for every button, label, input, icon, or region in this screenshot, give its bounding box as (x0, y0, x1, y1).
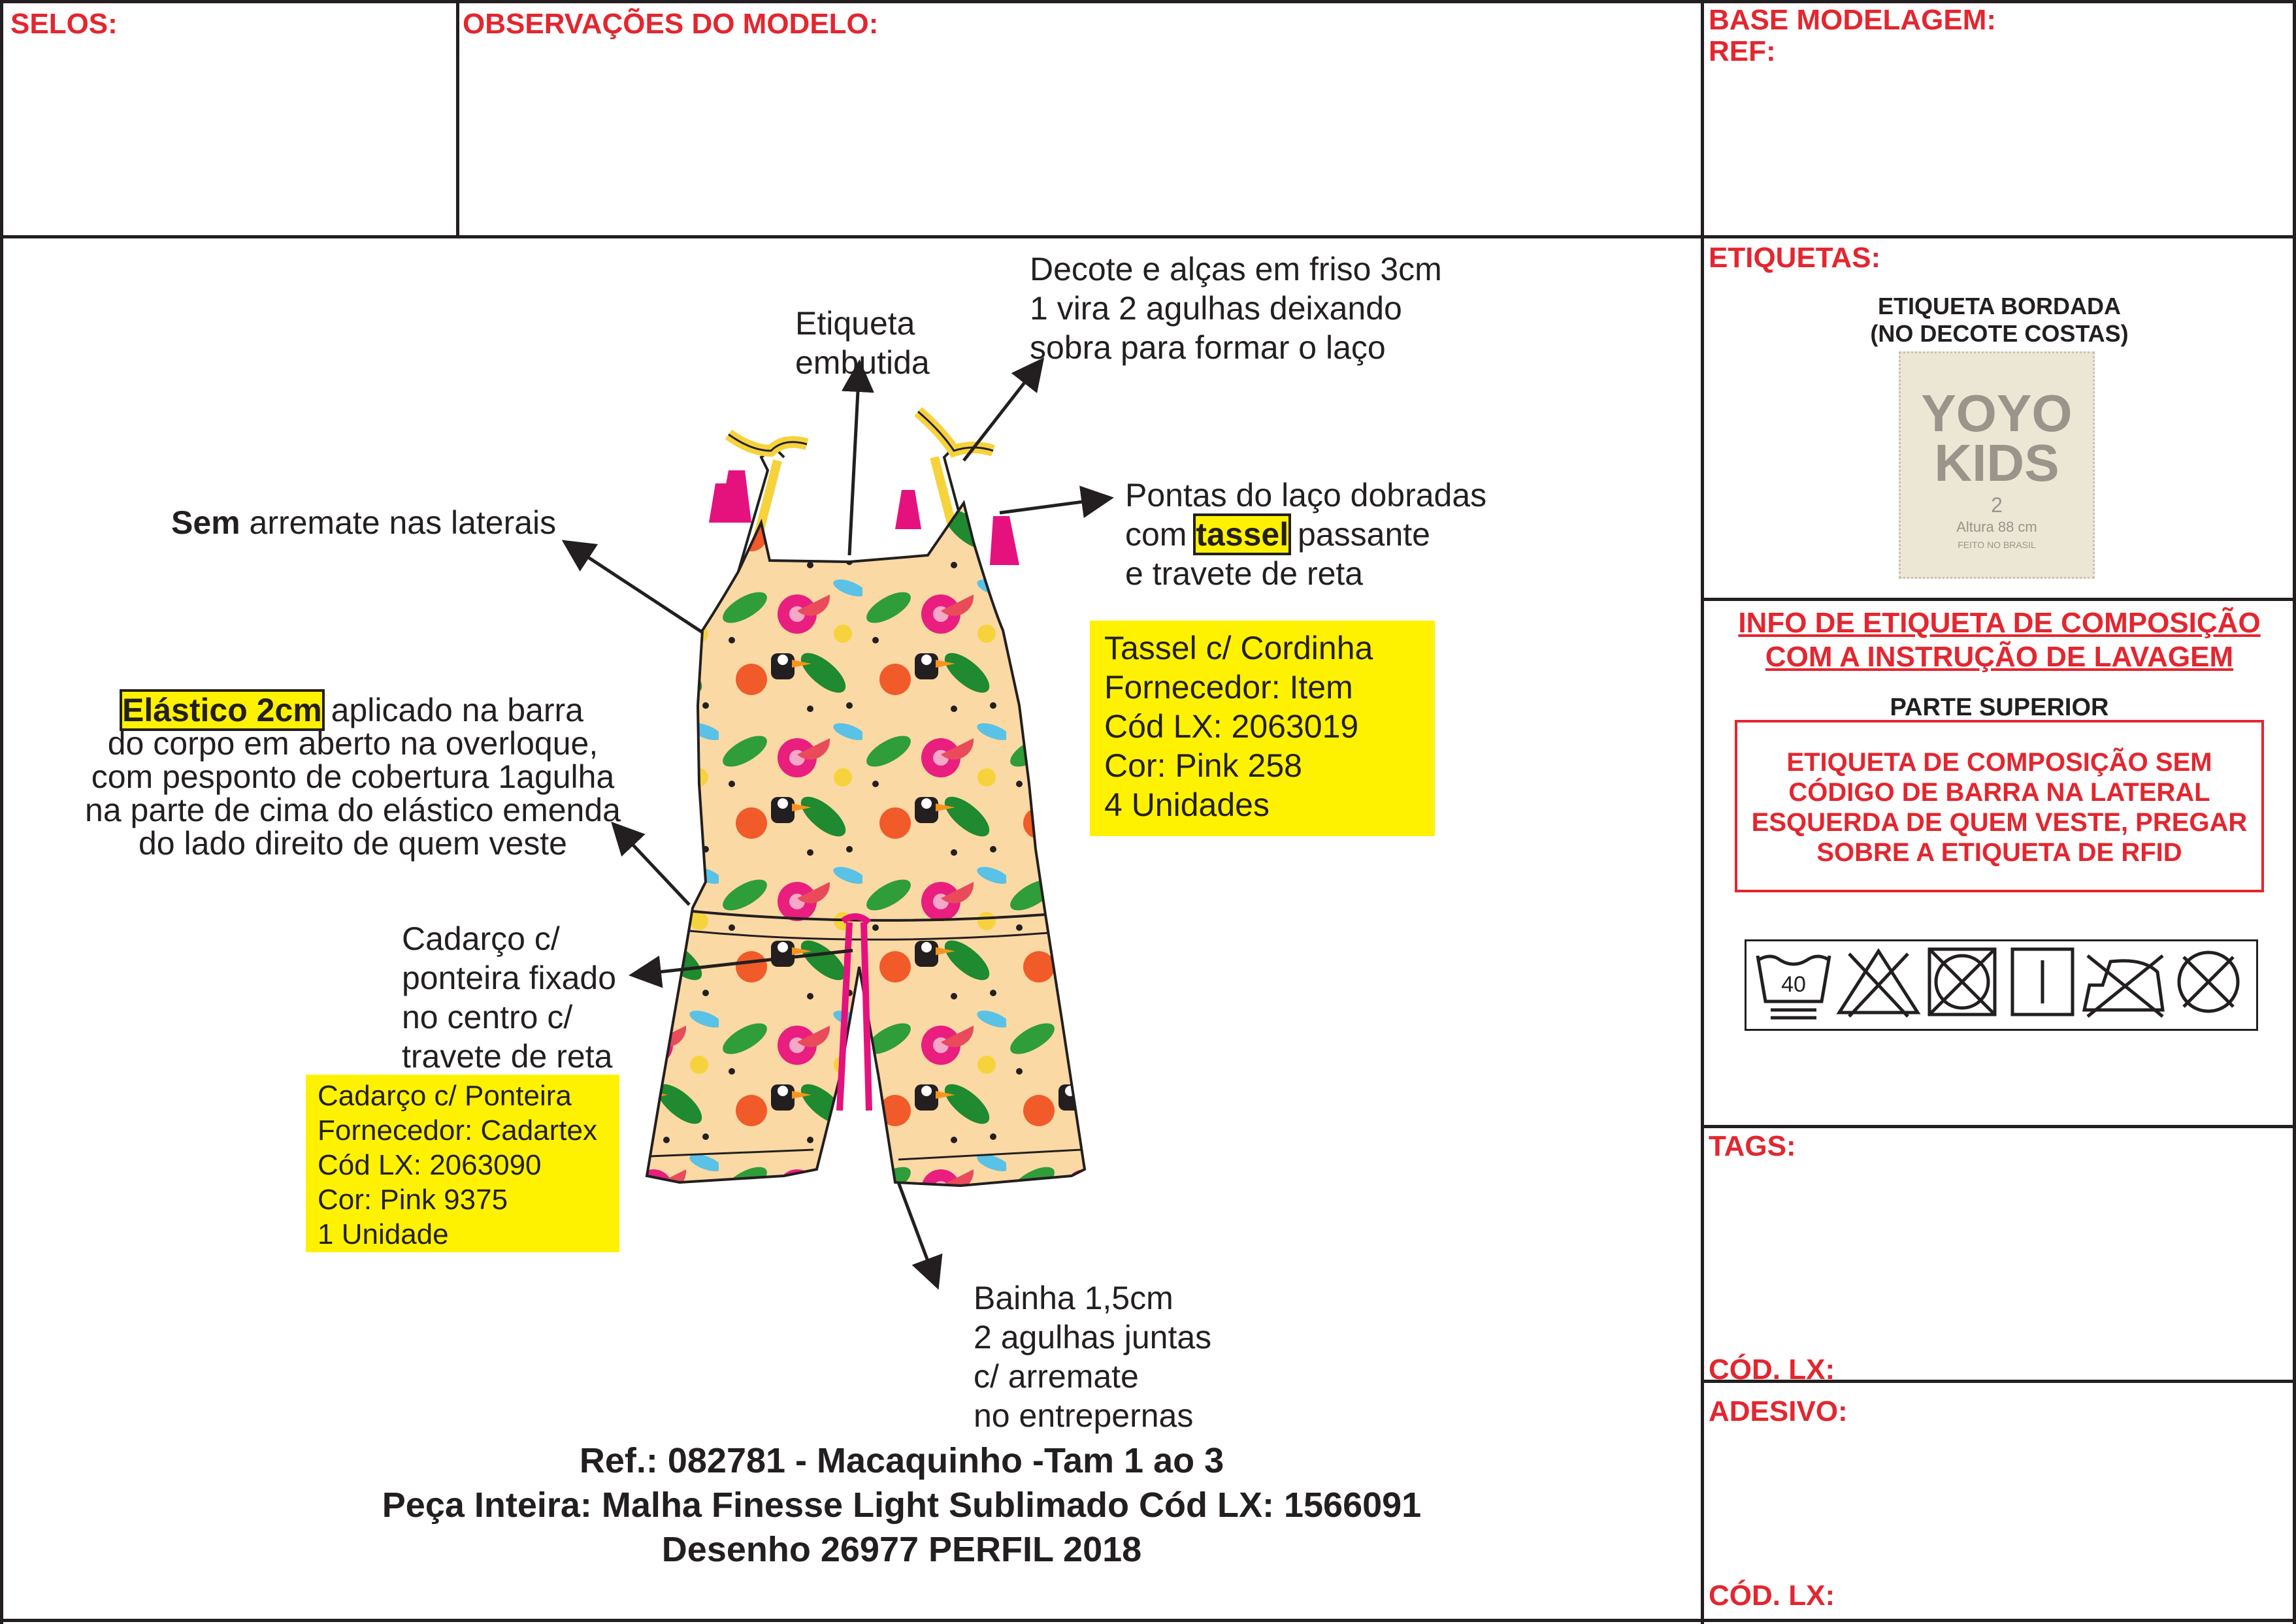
line-dry-icon (2012, 949, 2073, 1015)
sem-arremate-note (171, 503, 556, 542)
tassel-box-line-5: 4 Unidades (1104, 787, 1270, 823)
wash-temp: 40 (1781, 972, 1806, 997)
cadarco-info-box (306, 1075, 619, 1252)
cod-lx-label-2: CÓD. LX: (1709, 1580, 1835, 1612)
composicao-line-2: CÓDIGO DE BARRA NA LATERAL (1788, 778, 2210, 807)
cadarco-line-4: travete de reta (402, 1038, 613, 1075)
bainha-line-3: c/ arremate (974, 1358, 1139, 1395)
selos-label: SELOS: (10, 8, 118, 40)
cod-lx-label-1: CÓD. LX: (1709, 1354, 1835, 1386)
cadarco-box-line-5: 1 Unidade (318, 1218, 449, 1250)
label-origin: FEITO NO BRASIL (1958, 540, 2036, 550)
footer-block (196, 1438, 1607, 1572)
ref-label: REF: (1709, 35, 1776, 67)
label-height: Altura 88 cm (1956, 519, 2037, 535)
label-size: 2 (1991, 493, 2003, 517)
etiqueta-bordada-line-2: (NO DECOTE COSTAS) (1870, 320, 2129, 347)
pontas-line-2 (1125, 515, 1486, 554)
base-modelagem-label: BASE MODELAGEM: (1709, 4, 1996, 36)
pontas-line-3: e travete de reta (1125, 555, 1364, 592)
cadarco-box-line-4: Cor: Pink 9375 (318, 1184, 508, 1216)
etiqueta-bordada-line-1: ETIQUETA BORDADA (1878, 293, 2121, 319)
elastico-line-2: do corpo em aberto na overloque, (107, 725, 599, 762)
pontas-line-1: Pontas do laço dobradas (1125, 477, 1487, 513)
cadarco-line-2: ponteira fixado (402, 960, 617, 996)
cadarco-line-1: Cadarço c/ (402, 920, 560, 957)
etiqueta-line-2: embutida (795, 344, 930, 381)
elastico-rest-1: aplicado na barra (321, 692, 583, 728)
no-iron-icon (2084, 956, 2163, 1016)
sem-bold: Sem (171, 504, 240, 541)
elastico-note (52, 694, 653, 860)
cadarco-box-line-3: Cód LX: 2063090 (318, 1149, 542, 1181)
cadarco-box-line-2: Fornecedor: Cadartex (318, 1114, 597, 1146)
info-line-2: COM A INSTRUÇÃO DE LAVAGEM (1765, 641, 2234, 673)
observacoes-label: OBSERVAÇÕES DO MODELO: (463, 8, 879, 40)
adesivo-label: ADESIVO: (1709, 1395, 1848, 1427)
care-symbols-svg (1745, 939, 2258, 1031)
tassel-box-line-2: Fornecedor: Item (1104, 669, 1353, 706)
etiqueta-bordada-caption (1705, 293, 2293, 348)
bainha-note (974, 1278, 1211, 1435)
tags-label: TAGS: (1709, 1130, 1796, 1162)
etiqueta-note (795, 304, 930, 382)
tassel-info-box (1090, 621, 1435, 836)
info-composicao-title (1705, 606, 2293, 674)
info-line-1: INFO DE ETIQUETA DE COMPOSIÇÃO (1738, 607, 2261, 639)
elastico-line-4: na parte de cima do elástico emenda (85, 792, 621, 828)
no-bleach-icon (1839, 951, 1918, 1016)
cadarco-note (402, 919, 616, 1076)
pontas-passante: passante (1288, 516, 1430, 553)
parte-superior-label: PARTE SUPERIOR (1890, 694, 2109, 721)
bainha-line-1: Bainha 1,5cm (974, 1280, 1173, 1316)
decote-line-3: sobra para formar o laço (1030, 329, 1386, 366)
tassel-box-line-1: Tassel c/ Cordinha (1104, 630, 1373, 666)
decote-note (1030, 250, 1442, 367)
composicao-warning-box (1735, 720, 2264, 892)
pontas-com: com (1125, 516, 1196, 553)
composicao-line-4: SOBRE A ETIQUETA DE RFID (1816, 838, 2182, 867)
label-brand-line-1: YOYO (1921, 384, 2073, 442)
tassel-box-line-4: Cor: Pink 258 (1104, 747, 1302, 784)
label-brand-line-2: KIDS (1934, 434, 2059, 492)
etiquetas-label: ETIQUETAS: (1709, 242, 1881, 274)
composicao-line-1: ETIQUETA DE COMPOSIÇÃO SEM (1786, 748, 2212, 777)
sem-rest: arremate nas laterais (240, 504, 557, 541)
elastico-line-5: do lado direito de quem veste (139, 825, 567, 862)
elastico-highlight: Elástico 2cm (122, 692, 322, 728)
pontas-note (1125, 476, 1486, 593)
tassel-highlight: tassel (1196, 516, 1289, 553)
wash-40-icon (1758, 956, 1829, 1018)
composicao-line-3: ESQUERDA DE QUEM VESTE, PREGAR (1751, 808, 2248, 837)
etiqueta-line-1: Etiqueta (795, 305, 915, 342)
decote-line-2: 1 vira 2 agulhas deixando (1030, 290, 1402, 327)
cadarco-line-3: no centro c/ (402, 999, 573, 1035)
footer-ref-line: Ref.: 082781 - Macaquinho -Tam 1 ao 3 (579, 1441, 1224, 1480)
cadarco-box-line-1: Cadarço c/ Ponteira (318, 1080, 572, 1112)
bainha-line-2: 2 agulhas juntas (974, 1319, 1212, 1356)
bainha-line-4: no entrepernas (974, 1397, 1194, 1434)
footer-design-line: Desenho 26977 PERFIL 2018 (661, 1530, 1142, 1569)
no-tumble-dry-icon (1929, 949, 1995, 1015)
no-dry-clean-icon (2179, 952, 2238, 1011)
elastico-line-1 (52, 694, 653, 727)
footer-fabric-line: Peça Inteira: Malha Finesse Light Sublimado Cód LX: 1566091 (382, 1486, 1422, 1525)
tassel-box-line-3: Cód LX: 2063019 (1104, 708, 1359, 745)
brand-label-image (1899, 351, 2095, 579)
decote-line-1: Decote e alças em friso 3cm (1030, 251, 1442, 287)
elastico-line-3: com pesponto de cobertura 1agulha (91, 758, 615, 795)
